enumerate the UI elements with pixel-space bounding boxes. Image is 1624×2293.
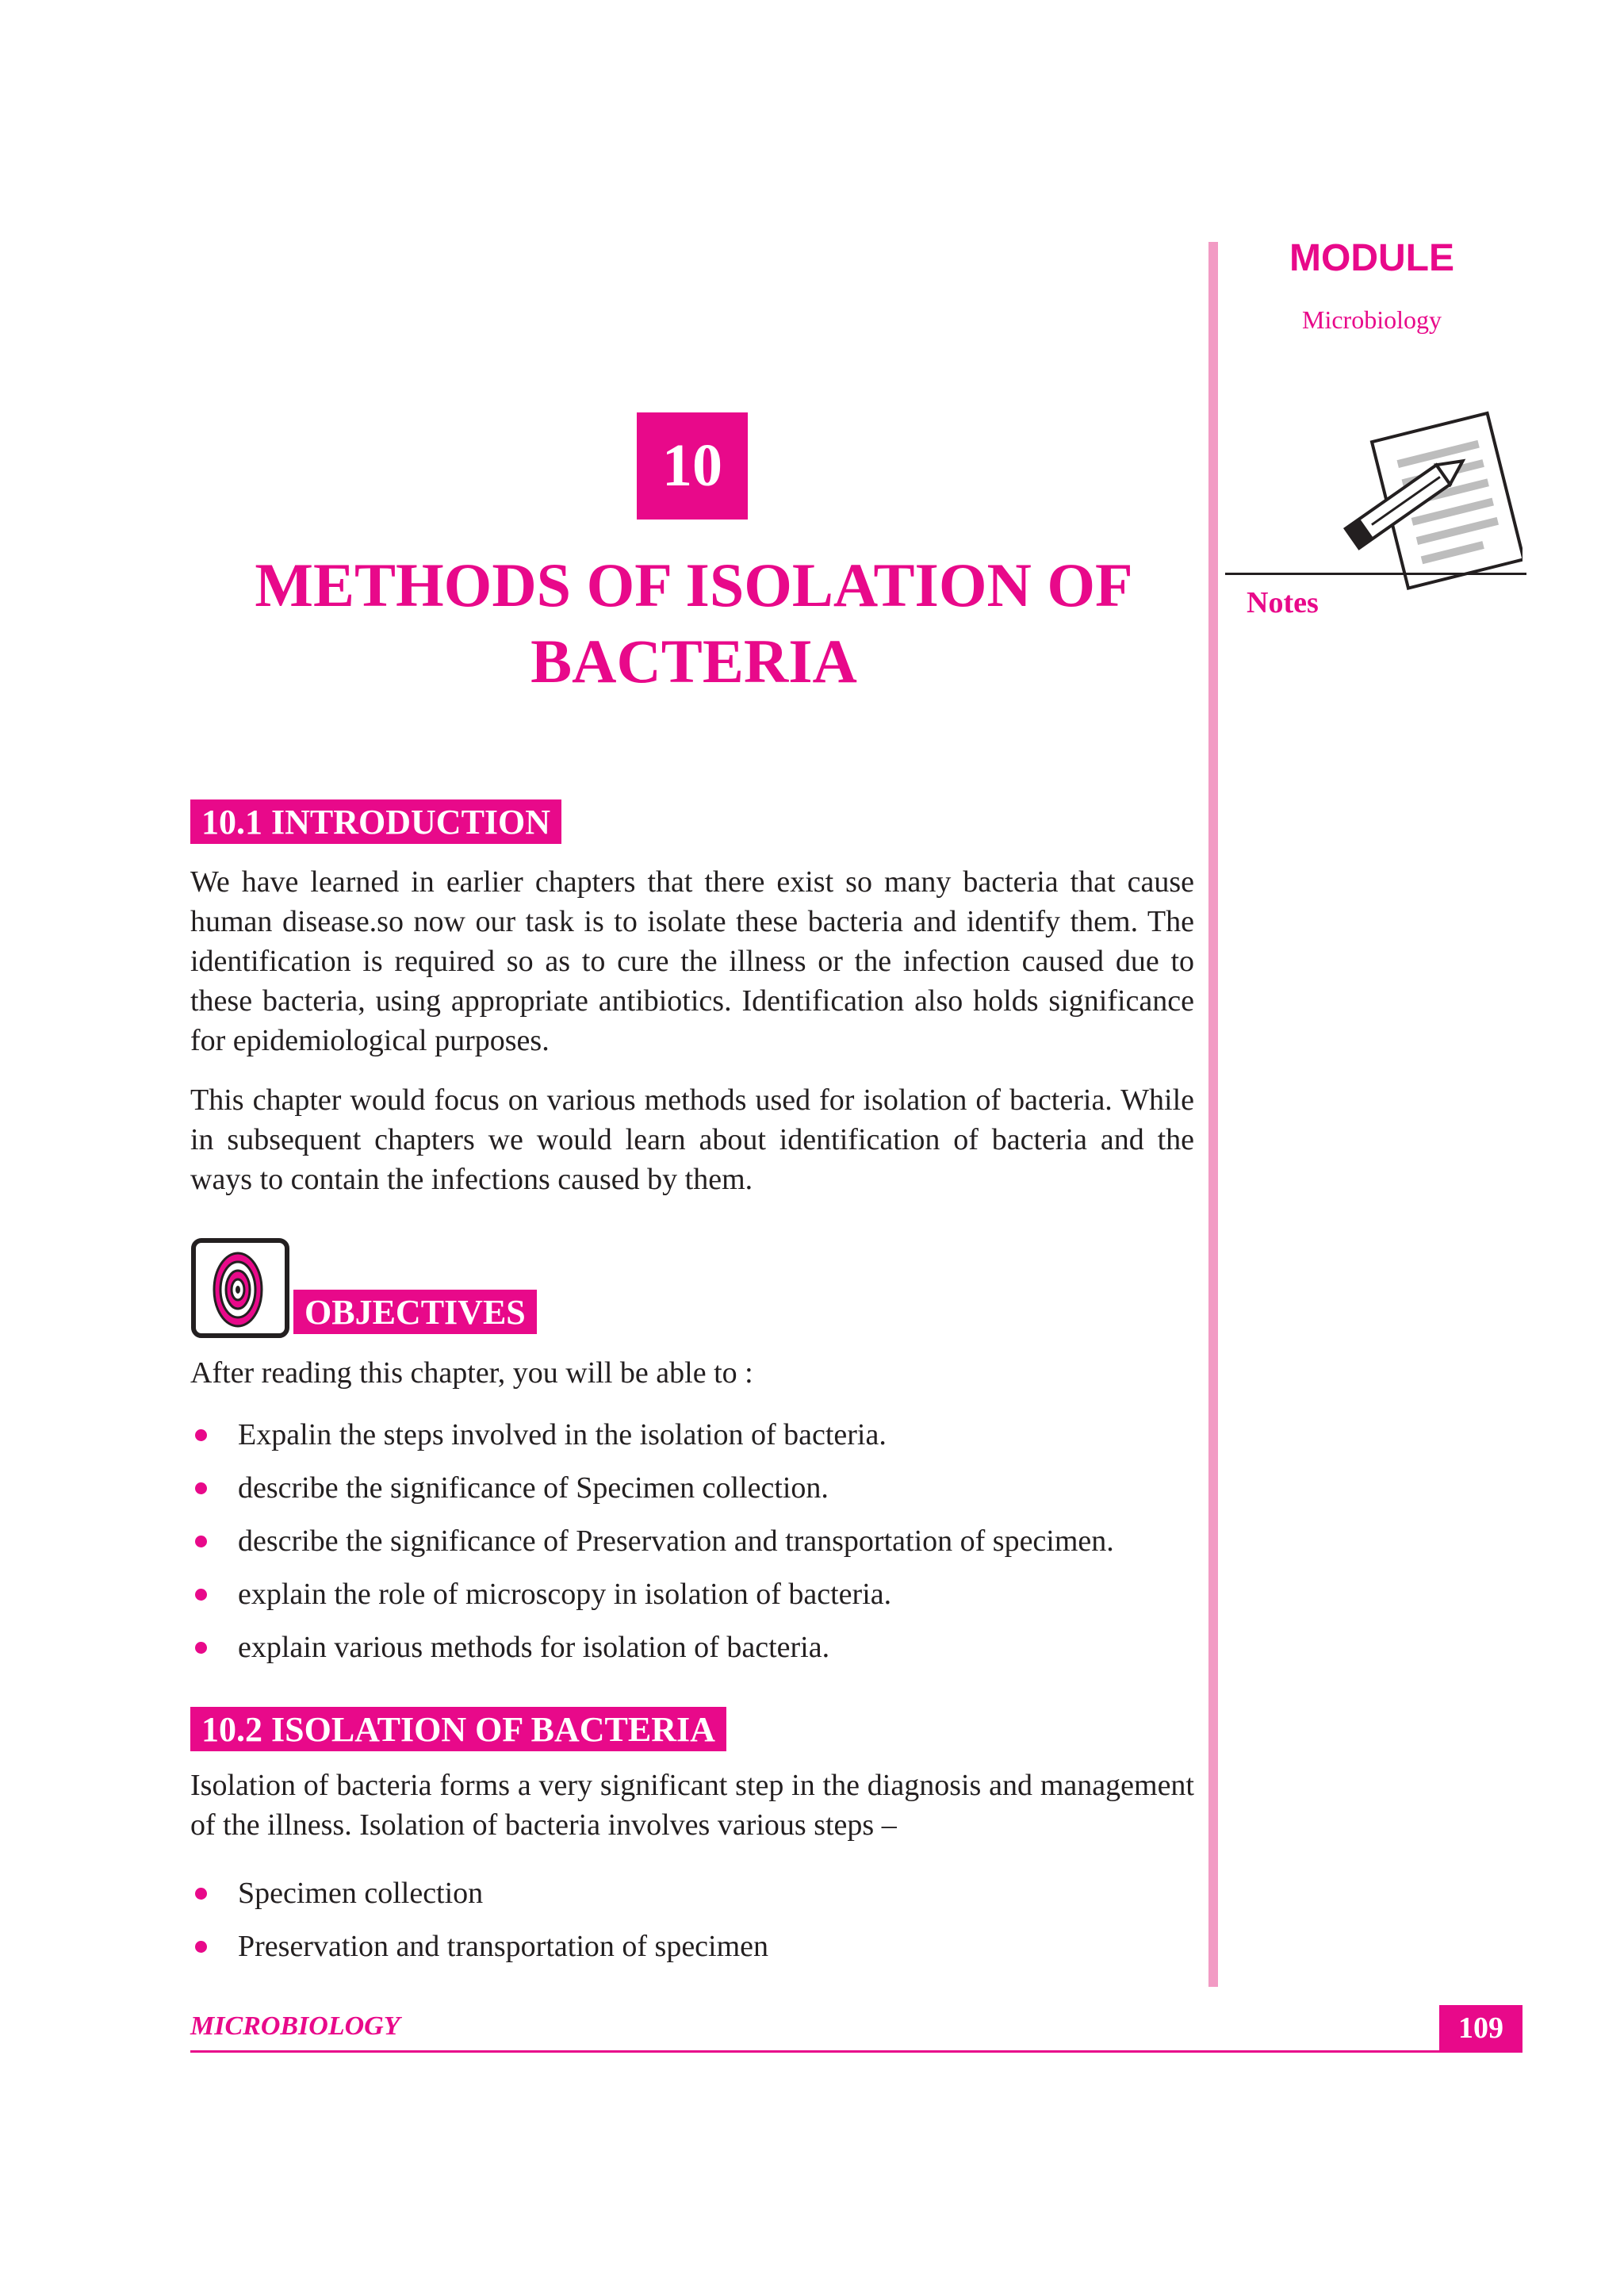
- bullet-icon: [195, 1429, 207, 1441]
- notes-rule: [1225, 573, 1526, 575]
- module-subject: Microbiology: [1302, 305, 1442, 334]
- bullet-icon: [195, 1482, 207, 1494]
- notes-label: Notes: [1247, 586, 1319, 619]
- bullet-icon: [195, 1642, 207, 1654]
- list-item: Preservation and transportation of specimen: [190, 1927, 1197, 1980]
- list-item: Expalin the steps involved in the isolation of bacteria.: [190, 1415, 1197, 1468]
- page-number: 109: [1439, 2005, 1522, 2051]
- bullet-icon: [195, 1536, 207, 1547]
- list-item: explain the role of microscopy in isolation of bacteria.: [190, 1574, 1197, 1628]
- intro-paragraph-2: This chapter would focus on various methods used for isolation of bacteria. While in subsequent chapters we would learn about identification of bacteria and the ways to contain the infections caused by them.: [190, 1083, 1194, 1196]
- bullet-icon: [195, 1941, 207, 1953]
- section-heading-introduction: 10.1 INTRODUCTION: [190, 799, 561, 844]
- margin-rule: [1208, 242, 1218, 1987]
- footer-label: MICROBIOLOGY: [190, 2011, 400, 2041]
- objectives-heading: OBJECTIVES: [293, 1290, 537, 1334]
- intro-paragraph-1: We have learned in earlier chapters that there exist so many bacteria that cause human disease.so now our task is to isolate these bacteria and identify them. The identification is required so as to cure the illness or the infection caused due to these bacteria, using appropriate antibiotics. Identification also holds significance for epidemiological purposes.: [190, 865, 1194, 1057]
- objectives-intro: After reading this chapter, you will be able to :: [190, 1356, 753, 1390]
- bullet-icon: [195, 1888, 207, 1900]
- chapter-number: 10: [637, 412, 748, 520]
- list-item: describe the significance of Preservation and transportation of specimen.: [190, 1521, 1197, 1574]
- target-icon: [190, 1237, 292, 1339]
- isolation-paragraph: Isolation of bacteria forms a very significant step in the diagnosis and management of the illness. Isolation of bacteria involves various steps –: [190, 1769, 1194, 1842]
- chapter-title-line1: METHODS OF ISOLATION OF: [255, 550, 1133, 619]
- module-title: MODULE: [1289, 237, 1454, 279]
- list-item: Specimen collection: [190, 1873, 1197, 1927]
- section-heading-isolation: 10.2 ISOLATION OF BACTERIA: [190, 1707, 726, 1751]
- list-item: explain various methods for isolation of bacteria.: [190, 1628, 1197, 1681]
- objectives-list: [190, 1415, 1197, 1681]
- bullet-icon: [195, 1589, 207, 1601]
- steps-list: [190, 1873, 1197, 1980]
- list-item: describe the significance of Specimen collection.: [190, 1468, 1197, 1521]
- footer-rule: [190, 2050, 1522, 2053]
- chapter-title: [190, 547, 1197, 700]
- chapter-title-line2: BACTERIA: [530, 627, 857, 696]
